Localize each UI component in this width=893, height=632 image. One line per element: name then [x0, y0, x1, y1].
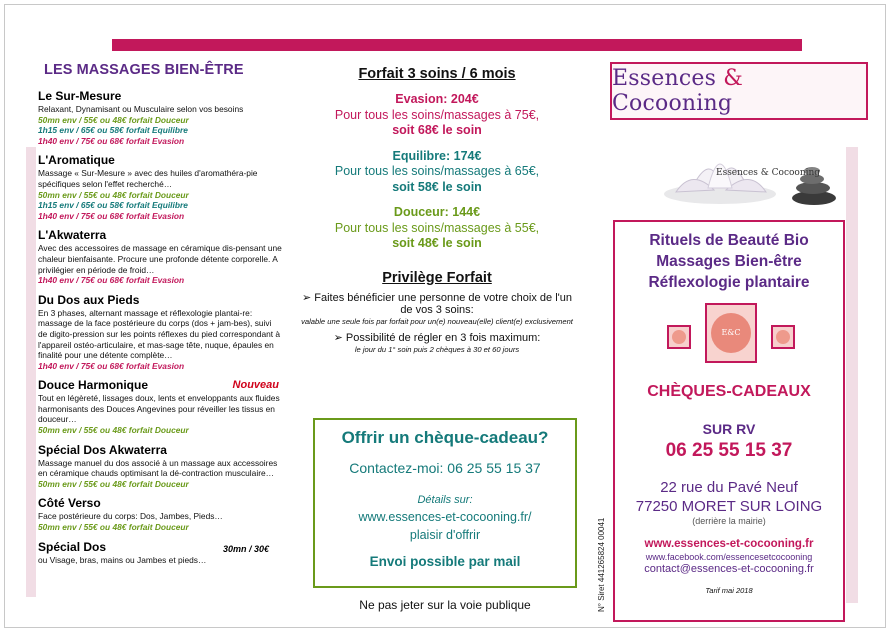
- forfait-item: [296, 149, 578, 196]
- massage-description: Avec des accessoires de massage en céramique dis-pensant une chaleur bienfaisante. Procure une profonde détente corporelle. A privilégier en période de froid…: [38, 243, 282, 275]
- massage-item: [38, 540, 283, 566]
- offer-title: Offrir un chèque-cadeau?: [341, 428, 549, 447]
- offer-url-line1: www.essences-et-cocooning.fr/: [358, 510, 532, 524]
- forfait-list: [296, 92, 578, 252]
- massage-name: [38, 153, 283, 168]
- massage-name-text: Du Dos aux Pieds: [38, 292, 140, 307]
- forfait-name: Evasion: 204€: [395, 92, 479, 106]
- website-link[interactable]: www.essences-et-cocooning.fr: [644, 538, 814, 550]
- large-logo-badge: [705, 303, 757, 363]
- address-line1: 22 rue du Pavé Neuf: [660, 479, 798, 496]
- forfait-unit-price: soit 58€ le soin: [392, 179, 482, 194]
- facebook-link[interactable]: www.facebook.com/essencesetcocooning: [645, 552, 813, 562]
- forfait-column: [296, 66, 578, 354]
- gift-vouchers-heading: CHÈQUES-CADEAUX: [647, 383, 811, 400]
- massage-description: Relaxant, Dynamisant ou Musculaire selon vos besoins: [38, 104, 244, 114]
- offer-mail-note: Envoi possible par mail: [369, 554, 521, 569]
- service-item: Rituels de Beauté Bio: [649, 232, 809, 249]
- massages-column: [38, 62, 283, 572]
- forfait-line: Pour tous les soins/massages à 75€,: [334, 107, 540, 122]
- massage-price: 50mn env / 55€ ou 48€ forfait Douceur: [38, 114, 189, 125]
- massage-item: [38, 293, 283, 372]
- massage-description: Massage « Sur-Mesure » avec des huiles d'aromathéra-pie spécifiques selon l'effet recherché…: [38, 168, 258, 189]
- massage-name-text: Côté Verso: [38, 496, 101, 511]
- massage-price: 1h40 env / 75€ ou 68€ forfait Evasion: [38, 360, 185, 371]
- forfait-line: Pour tous les soins/massages à 55€,: [334, 220, 540, 235]
- massage-name: [38, 540, 283, 555]
- offer-url-link[interactable]: [315, 508, 575, 544]
- massage-name-text: Le Sur-Mesure: [38, 89, 122, 103]
- logo-word-1: Essences: [612, 66, 717, 91]
- forfait-item: [296, 92, 578, 139]
- small-logo-badge-left: [667, 325, 691, 349]
- small-logo-badge-right: [771, 325, 795, 349]
- privilege-item: [296, 332, 578, 354]
- massage-price: 50mn env / 55€ ou 48€ forfait Douceur: [38, 478, 189, 489]
- gift-offer-box: [313, 418, 577, 588]
- offer-url-line2: plaisir d'offrir: [409, 528, 481, 542]
- phone-number[interactable]: 06 25 55 15 37: [665, 440, 793, 461]
- appointment-label: SUR RV: [702, 421, 756, 437]
- privilege-note: le jour du 1° soin puis 2 chèques à 30 et 60 jours: [354, 344, 520, 354]
- massage-price: 1h40 env / 75€ ou 68€ forfait Evasion: [38, 275, 185, 286]
- logo-text: [612, 66, 866, 116]
- offer-contact: Contactez-moi: 06 25 55 15 37: [349, 460, 541, 476]
- massage-description: En 3 phases, alternant massage et réflexologie plantai-re: massage de la face postérieure du corps (dos + jam-bes), suivi de digito-pression sur les points réflexes du pied correspondant à l'appareil ostéo-articulaire, et mas-sage tête, nuque, épaules en finalité pour une détente complète…: [38, 307, 281, 361]
- massage-price: 50mn env / 55€ ou 48€ forfait Douceur: [38, 425, 189, 436]
- massage-name-text: L'Akwaterra: [38, 228, 107, 243]
- massage-list: [38, 89, 283, 565]
- forfait-item: [296, 205, 578, 252]
- privilege-note: valable une seule fois par forfait pour un(e) nouveau(elle) client(e) exclusivement: [301, 316, 573, 326]
- forfait-line: Pour tous les soins/massages à 65€,: [334, 164, 540, 178]
- massage-description: Tout en légèreté, lissages doux, lents et enveloppants aux fluides harmonisants des Douces Angevines pour réveiller les tissus en douceur…: [38, 393, 280, 425]
- address-note: (derrière la mairie): [692, 516, 766, 526]
- massage-price: 1h15 env / 65€ ou 58€ forfait Equilibre: [38, 125, 188, 136]
- massage-name: [38, 293, 283, 308]
- forfait-name: Equilibre: 174€: [392, 148, 482, 163]
- info-box: [613, 220, 845, 622]
- forfait-title: Forfait 3 soins / 6 mois: [358, 66, 516, 82]
- massage-name: [38, 228, 283, 243]
- massage-item: [38, 378, 283, 435]
- right-side-band: [846, 147, 858, 603]
- left-side-band: [26, 147, 36, 597]
- massage-name-text: Douce Harmonique: [38, 378, 149, 393]
- massage-duration: 30mn / 30€: [222, 543, 269, 554]
- massages-title: LES MASSAGES BIEN-ÊTRE: [44, 62, 244, 78]
- massage-name: [38, 89, 283, 104]
- privilege-list: [296, 292, 578, 355]
- logo-word-2: Cocooning: [612, 91, 733, 116]
- siret-number: N° Siret 441265824 00041: [597, 517, 606, 612]
- email-link[interactable]: contact@essences-et-cocooning.fr: [644, 563, 814, 575]
- top-accent-bar: [112, 39, 802, 51]
- massage-item: [38, 443, 283, 490]
- offer-details-label: Détails sur:: [417, 494, 473, 506]
- massage-price: 1h40 env / 75€ ou 68€ forfait Evasion: [38, 210, 185, 221]
- massage-name: [38, 443, 283, 458]
- massage-description: Massage manuel du dos associé à un massage aux accessoires en céramique chauds optimisant la dé-contraction musculaire…: [38, 457, 278, 479]
- massage-name: [38, 496, 283, 511]
- massage-price: 1h40 env / 75€ ou 68€ forfait Evasion: [38, 135, 185, 146]
- address-line2: 77250 MORET SUR LOING: [635, 498, 823, 515]
- forfait-unit-price: soit 68€ le soin: [392, 123, 482, 137]
- service-item: Réflexologie plantaire: [648, 274, 810, 291]
- address: [615, 478, 843, 516]
- forfait-name: Douceur: 144€: [393, 205, 481, 219]
- massage-item: [38, 496, 283, 532]
- massage-name: [38, 378, 283, 393]
- massage-description: ou Visage, bras, mains ou Jambes et pieds…: [38, 554, 207, 565]
- new-badge: Nouveau: [232, 379, 279, 392]
- massage-name-text: Spécial Dos Akwaterra: [38, 442, 167, 457]
- massage-item: [38, 228, 283, 285]
- privilege-text: ➢ Possibilité de régler en 3 fois maximum:: [333, 332, 541, 344]
- privilege-item: [296, 292, 578, 327]
- brand-logo: [610, 62, 868, 120]
- logo-ampersand: &: [723, 66, 744, 91]
- privilege-title: Privilège Forfait: [382, 269, 492, 286]
- forfait-unit-price: soit 48€ le soin: [392, 236, 482, 250]
- massage-description: Face postérieure du corps: Dos, Jambes, Pieds…: [38, 511, 223, 522]
- logo-badges: [615, 303, 843, 377]
- service-item: Massages Bien-être: [656, 253, 802, 270]
- privilege-text: ➢ Faites bénéficier une personne de votre choix de l'un de vos 3 soins:: [302, 291, 572, 316]
- recycling-notice: Ne pas jeter sur la voie publique: [359, 598, 531, 612]
- massage-item: [38, 153, 283, 221]
- massage-item: [38, 89, 283, 146]
- services-list: [615, 230, 843, 293]
- massage-price: 50mn env / 55€ ou 48€ forfait Douceur: [38, 522, 189, 533]
- massage-name-text: L'Aromatique: [38, 153, 115, 168]
- tariff-date: Tarif mai 2018: [705, 586, 753, 595]
- image-caption: Essences & Cocooning: [716, 168, 821, 178]
- massage-price: 1h15 env / 65€ ou 58€ forfait Equilibre: [38, 200, 188, 211]
- massage-name-text: Spécial Dos: [38, 539, 107, 554]
- massage-price: 50mn env / 55€ ou 48€ forfait Douceur: [38, 189, 189, 200]
